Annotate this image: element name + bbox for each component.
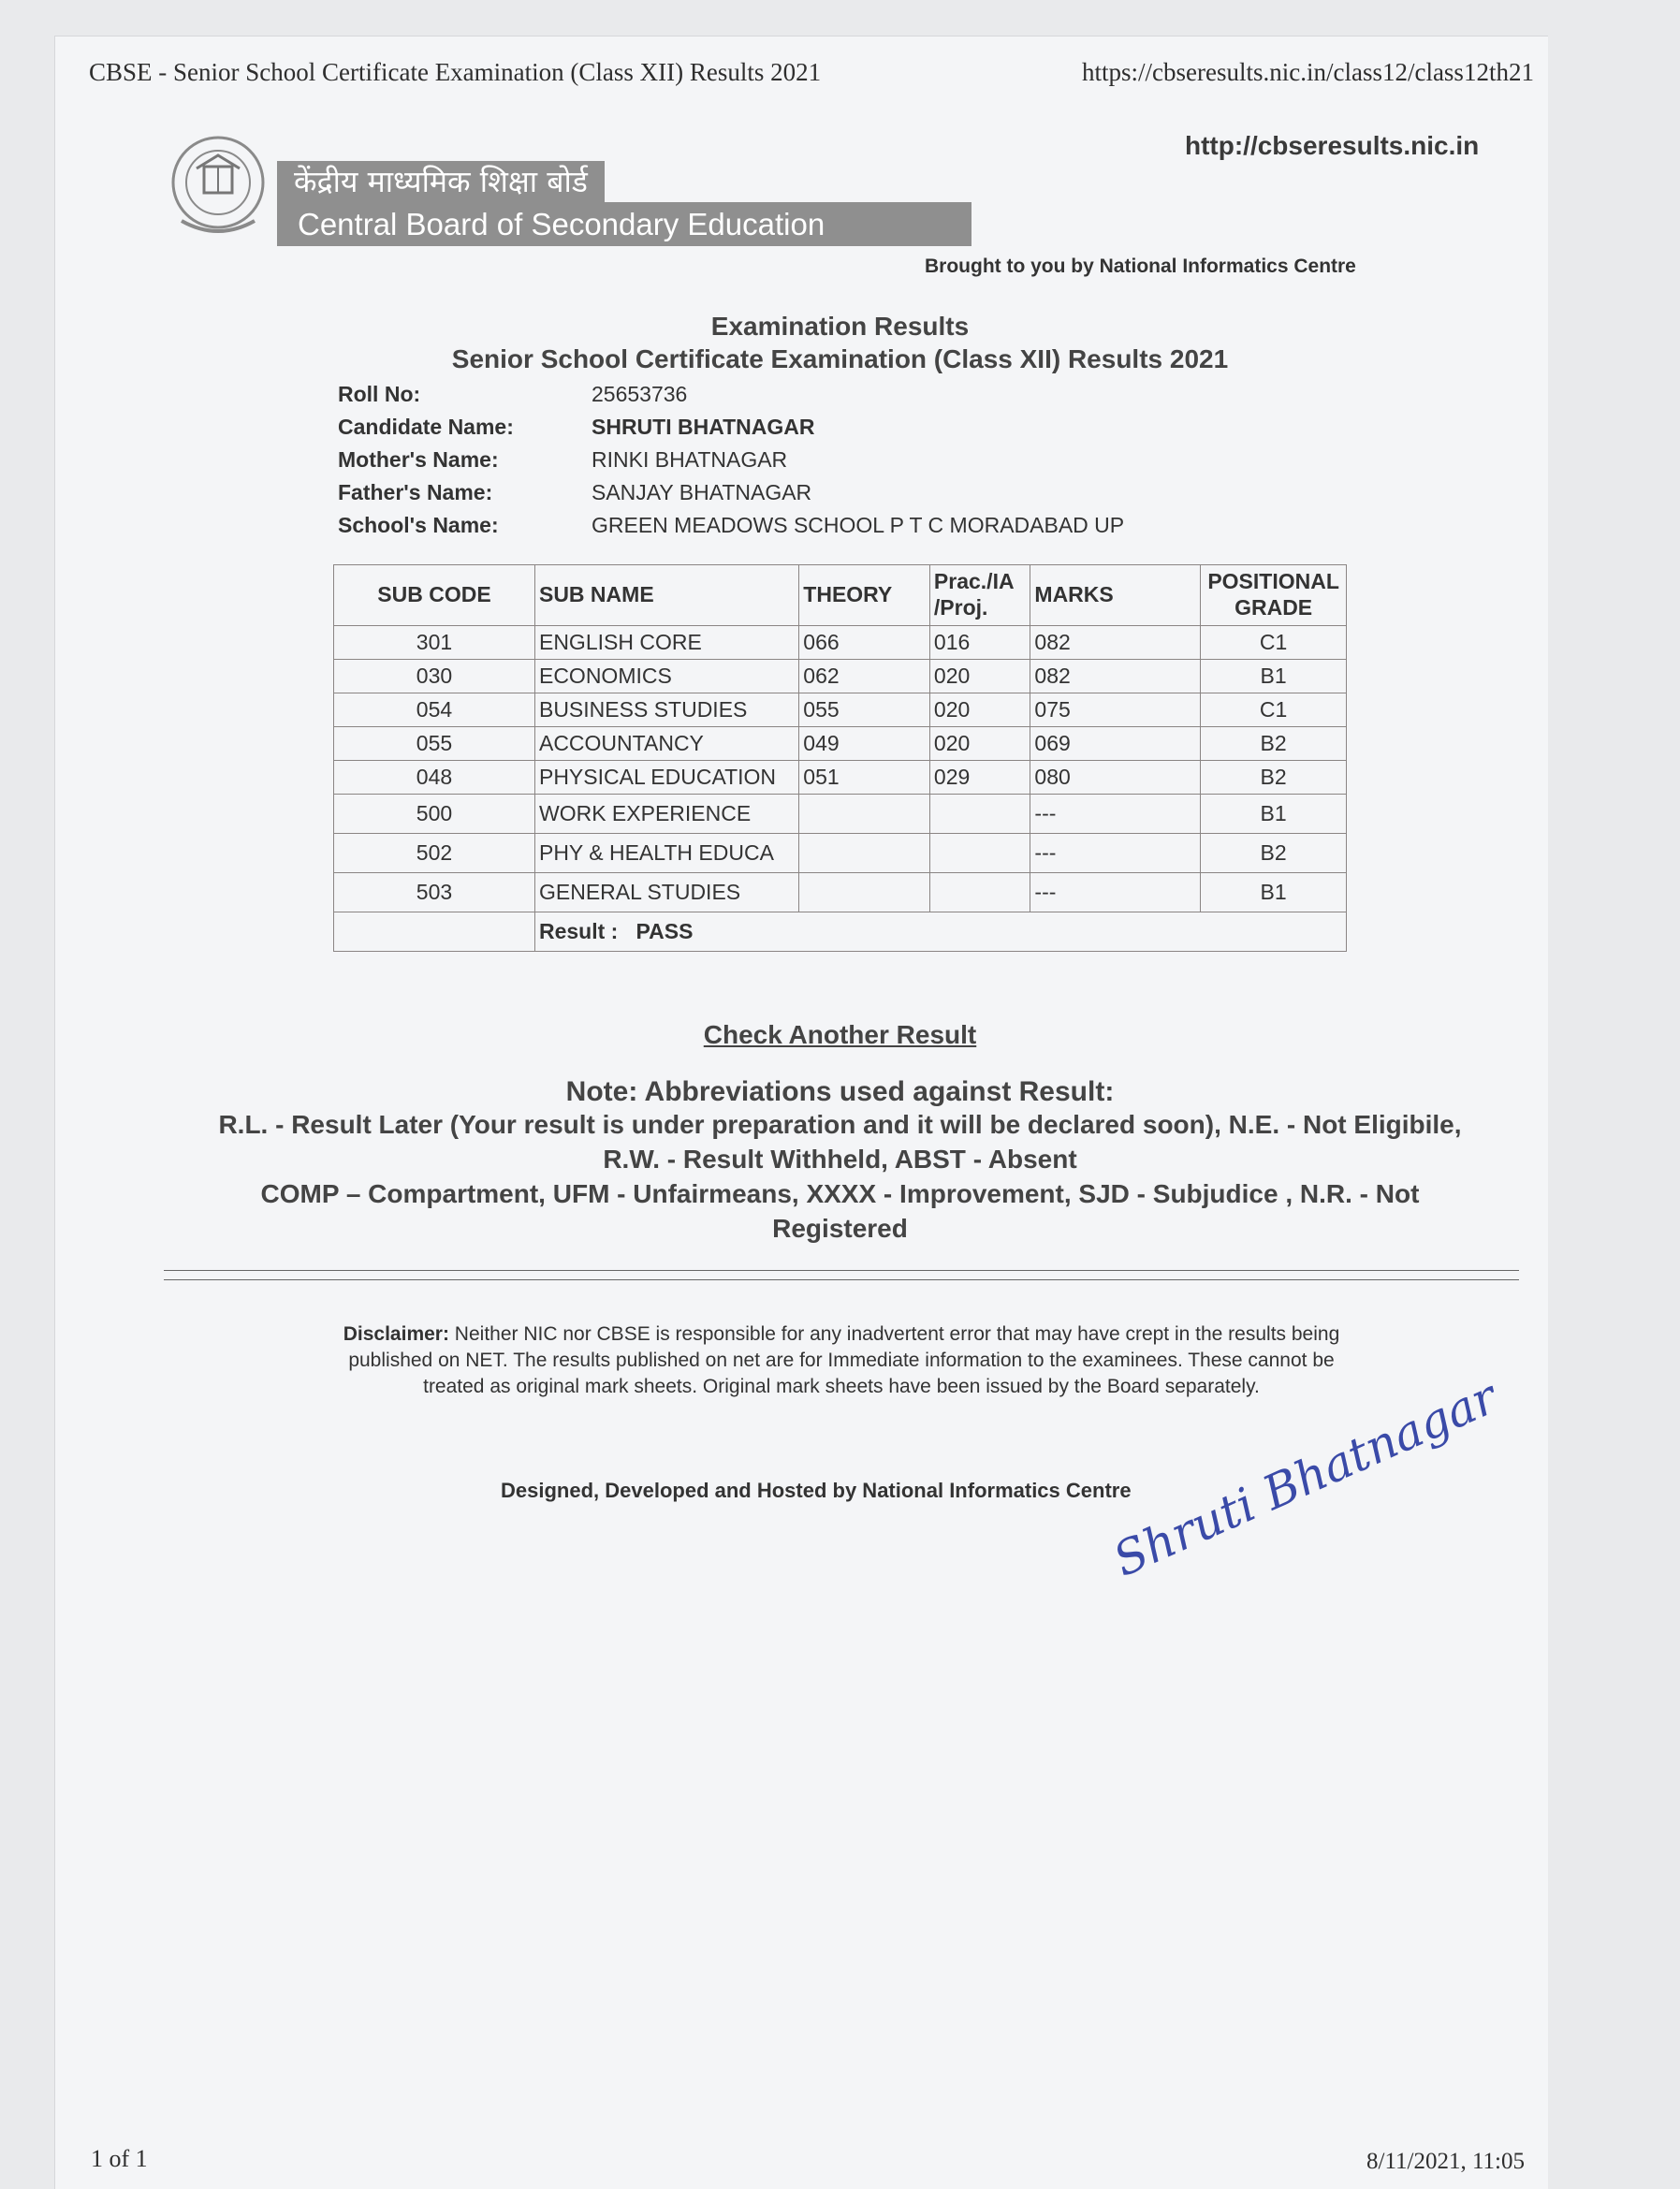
- candidate-name-value: SHRUTI BHATNAGAR: [592, 415, 815, 439]
- disclaimer: [337, 1321, 1346, 1400]
- cell-prac: 020: [929, 693, 1030, 727]
- note-title: Note: Abbreviations used against Result:: [565, 1076, 1115, 1107]
- cell-sub-name: ACCOUNTANCY: [534, 727, 798, 761]
- candidate-name-label: Candidate Name:: [338, 415, 514, 439]
- disclaimer-label: Disclaimer:: [343, 1323, 449, 1345]
- table-row: [334, 873, 1347, 912]
- header-prac-line2: /Proj.: [933, 595, 988, 620]
- result-cell: [534, 912, 1346, 952]
- cell-grade: C1: [1201, 626, 1347, 660]
- table-row: [334, 660, 1347, 693]
- note-line: R.W. - Result Withheld, ABST - Absent: [603, 1145, 1077, 1174]
- table-row: [334, 795, 1347, 834]
- cell-marks: 082: [1030, 660, 1201, 693]
- cell-prac: [929, 873, 1030, 912]
- brought-by-text: Brought to you by National Informatics Centre: [925, 255, 1356, 277]
- cell-marks: 075: [1030, 693, 1201, 727]
- cell-prac: 016: [929, 626, 1030, 660]
- cell-sub-code: 301: [334, 626, 535, 660]
- disclaimer-text: Neither NIC nor CBSE is responsible for any inadvertent error that may have crept in the results being published on NET. The results published on net are for Immediate information to the examinees. These cannot be treated as original mark sheets. Original mark sheets have been issued by the Board separately.: [348, 1323, 1340, 1397]
- cell-grade: B1: [1201, 873, 1347, 912]
- cell-theory: 051: [799, 761, 930, 795]
- header-grade: [1201, 565, 1347, 626]
- cell-sub-code: 030: [334, 660, 535, 693]
- header-marks: MARKS: [1030, 565, 1201, 626]
- cell-marks: ---: [1030, 873, 1201, 912]
- cell-marks: ---: [1030, 795, 1201, 834]
- header-grade-line2: GRADE: [1234, 595, 1313, 620]
- header-prac-line1: Prac./IA: [933, 569, 1015, 594]
- cell-grade: B2: [1201, 834, 1347, 873]
- note-line: COMP – Compartment, UFM - Unfairmeans, XXXX - Improvement, SJD - Subjudice , N.R. - Not: [260, 1179, 1420, 1208]
- school-name-label: School's Name:: [338, 513, 499, 537]
- header-sub-code: SUB CODE: [334, 565, 535, 626]
- cbse-emblem-icon: [168, 131, 268, 241]
- cell-theory: 062: [799, 660, 930, 693]
- table-row: [334, 834, 1347, 873]
- cell-sub-name: BUSINESS STUDIES: [534, 693, 798, 727]
- cell-sub-name: PHY & HEALTH EDUCA: [534, 834, 798, 873]
- cell-sub-name: ENGLISH CORE: [534, 626, 798, 660]
- roll-no-value: 25653736: [592, 382, 688, 406]
- cell-prac: 020: [929, 660, 1030, 693]
- designed-by-text: Designed, Developed and Hosted by National Informatics Centre: [501, 1479, 1132, 1502]
- table-row: [334, 693, 1347, 727]
- cell-sub-name: ECONOMICS: [534, 660, 798, 693]
- result-label: Result :: [538, 919, 619, 943]
- note-body: [178, 1107, 1502, 1246]
- cell-prac: 020: [929, 727, 1030, 761]
- cell-marks: 082: [1030, 626, 1201, 660]
- header-prac: [929, 565, 1030, 626]
- cell-theory: [799, 834, 930, 873]
- print-datetime: 8/11/2021, 11:05: [1366, 2149, 1525, 2174]
- cell-grade: B1: [1201, 795, 1347, 834]
- cell-grade: B1: [1201, 660, 1347, 693]
- site-url-link[interactable]: http://cbseresults.nic.in: [1185, 131, 1480, 160]
- results-subtitle: Senior School Certificate Examination (Class XII) Results 2021: [451, 344, 1229, 373]
- divider-bottom: [164, 1279, 1519, 1280]
- cell-prac: [929, 795, 1030, 834]
- note-line: R.L. - Result Later (Your result is under preparation and it will be declared soon), N.E. - Not Eligibile,: [218, 1110, 1462, 1139]
- header-theory: THEORY: [799, 565, 930, 626]
- marks-table: [333, 564, 1347, 952]
- result-value: PASS: [635, 919, 694, 943]
- cell-sub-code: 054: [334, 693, 535, 727]
- table-row: [334, 626, 1347, 660]
- roll-no-label: Roll No:: [338, 382, 421, 406]
- signature-text: Shruti Bhatnagar: [1105, 1369, 1505, 1587]
- cell-sub-name: GENERAL STUDIES: [534, 873, 798, 912]
- result-row: [334, 912, 1347, 952]
- cell-grade: C1: [1201, 693, 1347, 727]
- cell-sub-code: 502: [334, 834, 535, 873]
- browser-page-url: https://cbseresults.nic.in/class12/class12th21: [1082, 58, 1534, 86]
- cell-sub-code: 500: [334, 795, 535, 834]
- cell-sub-code: 503: [334, 873, 535, 912]
- school-name-value: GREEN MEADOWS SCHOOL P T C MORADABAD UP: [592, 513, 1125, 537]
- divider-top: [164, 1270, 1519, 1271]
- cell-theory: [799, 795, 930, 834]
- cell-marks: ---: [1030, 834, 1201, 873]
- cell-marks: 080: [1030, 761, 1201, 795]
- cell-grade: B2: [1201, 761, 1347, 795]
- cell-theory: [799, 873, 930, 912]
- table-header-row: [334, 565, 1347, 626]
- cell-empty: [334, 912, 535, 952]
- cell-theory: 055: [799, 693, 930, 727]
- page-number: 1 of 1: [91, 2145, 148, 2172]
- handwritten-signature: [1104, 1369, 1505, 1591]
- cell-prac: 029: [929, 761, 1030, 795]
- header-grade-line1: POSITIONAL: [1207, 569, 1339, 594]
- check-another-result-link[interactable]: Check Another Result: [703, 1020, 977, 1049]
- note-line: Registered: [772, 1214, 908, 1243]
- table-row: [334, 761, 1347, 795]
- cell-sub-code: 055: [334, 727, 535, 761]
- cell-theory: 066: [799, 626, 930, 660]
- father-name-value: SANJAY BHATNAGAR: [592, 480, 812, 504]
- cell-marks: 069: [1030, 727, 1201, 761]
- results-title: Examination Results: [710, 312, 970, 341]
- header-sub-name: SUB NAME: [534, 565, 798, 626]
- cell-prac: [929, 834, 1030, 873]
- mother-name-value: RINKI BHATNAGAR: [592, 447, 788, 472]
- table-row: [334, 727, 1347, 761]
- cell-sub-code: 048: [334, 761, 535, 795]
- mother-name-label: Mother's Name:: [338, 447, 499, 472]
- browser-page-title: CBSE - Senior School Certificate Examination (Class XII) Results 2021: [89, 58, 822, 86]
- cell-sub-name: PHYSICAL EDUCATION: [534, 761, 798, 795]
- board-name-hindi: केंद्रीय माध्यमिक शिक्षा बोर्ड: [277, 161, 605, 202]
- father-name-label: Father's Name:: [338, 480, 493, 504]
- cell-grade: B2: [1201, 727, 1347, 761]
- board-name-english: Central Board of Secondary Education: [277, 202, 971, 246]
- cell-theory: 049: [799, 727, 930, 761]
- cell-sub-name: WORK EXPERIENCE: [534, 795, 798, 834]
